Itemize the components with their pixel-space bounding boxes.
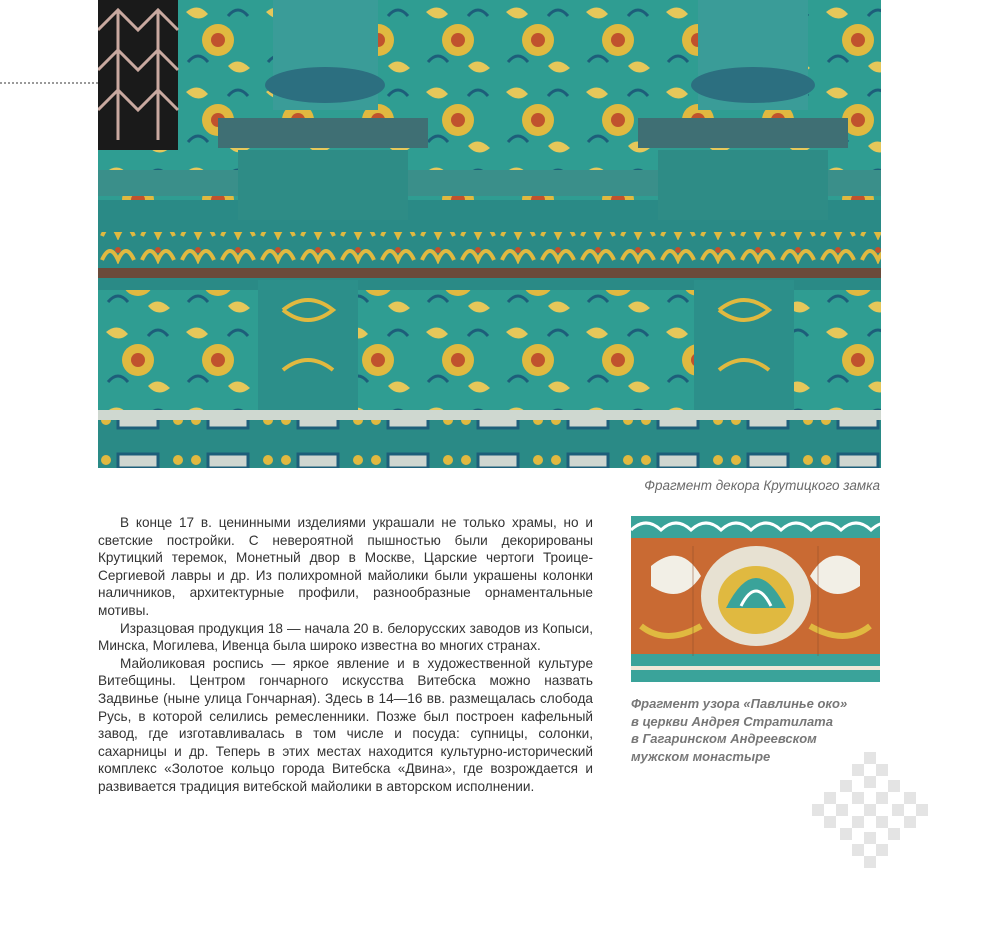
dotted-rule [0,82,98,84]
caption-line: мужском монастыре [631,748,771,764]
caption-line: Фрагмент узора «Павлинье око» [631,696,848,711]
main-photo-tile-facade [98,0,881,468]
caption-line: в Гагаринском Андреевском [631,731,817,746]
small-photo-peacock-eye [631,516,880,682]
paragraph: В конце 17 в. ценинными изделиями украшали не только храмы, но и светские постройки. С невероятной пышностью были декорированы Крутицкий теремок, Монетный двор в Москве, Царские чертоги Троице-Сергиевой лавры и др. Из полихромной майолики были украшены колонки наличников, архитектурные профили, разнообразные орнаментальные мотивы. [98,515,593,618]
caption-line: в церкви Андрея Стратилата [631,713,833,729]
main-photo-caption: Фрагмент декора Крутицкого замка [644,478,880,493]
article-body [98,514,593,796]
paragraph: Майоликовая роспись — яркое явление и в художественной культуре Витебщины. Центром гончарного искусства Витебска можно назвать Задвинье (ныне улица Гончарная). Здесь в 14—16 вв. размещалась слобода Русь, в которой селились ремесленники. Позже был построен кафельный завод, где изготавливалась в том числе и посуда: супницы, солонки, сахарницы и др. Теперь в этих местах находится культурно-исторический комплекс «Золотое кольцо города Витебска «Двина», где возрождается и развивается традиция витебской майолики в авторском исполнении. [98,655,593,794]
paragraph: Изразцовая продукция 18 — начала 20 в. белорусских заводов из Копыси, Минска, Могилева, Ивенца была широко известна во многих странах. [98,620,593,654]
snowflake-ornament-icon [812,752,928,868]
